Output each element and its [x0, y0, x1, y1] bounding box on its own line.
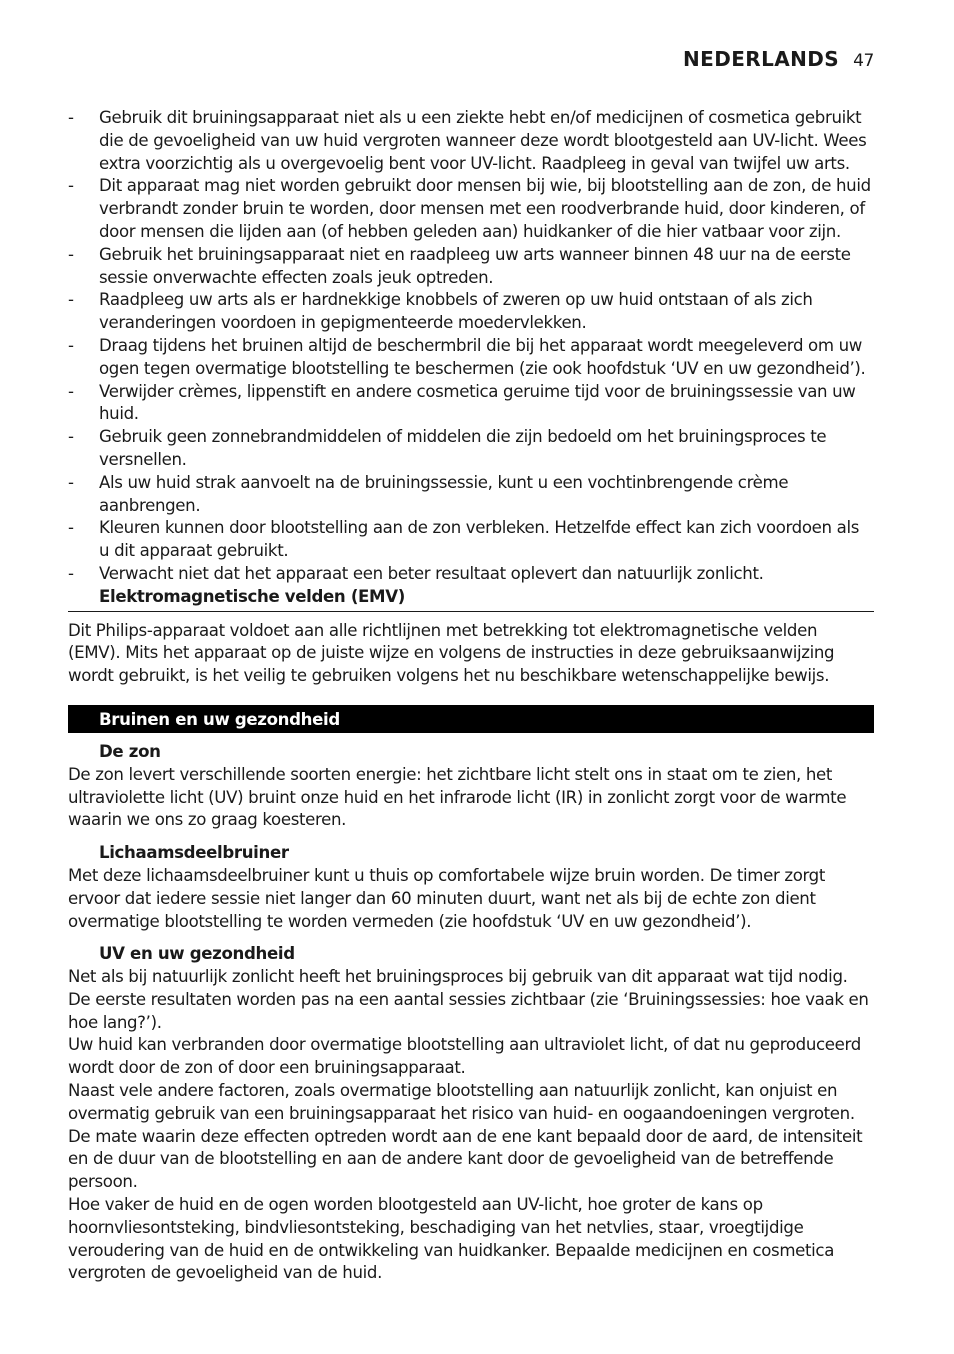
uv-paragraph-4: De mate waarin deze effecten optreden wordt aan de ene kant bepaald door de aard, de intensiteit en de duur van de blootstelling en aan de andere kant door de gevoeligheid van de betreffende persoon. — [68, 1126, 863, 1192]
de-zon-paragraph: De zon levert verschillende soorten energie: het zichtbare licht stelt ons in staat om te zien, het ultraviolette licht (UV) bruint onze huid en het infrarode licht (IR) in zonlicht zorgt voor de warmte waarin we ons zo graag koesteren. — [68, 764, 847, 830]
section-title-bar: Bruinen en uw gezondheid — [68, 705, 874, 733]
list-item: - Draag tijdens het bruinen altijd de beschermbril die bij het apparaat wordt meegeleverd om uw ogen tegen overmatige blootstelling te beschermen (zie ook hoofdstuk ‘UV en uw gezondheid’). — [68, 335, 866, 378]
lichaamsdeelbruiner-paragraph: Met deze lichaamsdeelbruiner kunt u thuis op comfortabele wijze bruin worden. De timer zorgt ervoor dat iedere sessie niet langer dan 60 minuten duurt, want net als bij de echte zon dient overmatige blootstelling te worden vermeden (zie hoofdstuk ‘UV en uw gezondheid’). — [68, 865, 826, 931]
list-item: - Als uw huid strak aanvoelt na de bruiningssessie, kunt u een vochtinbrengende crème aanbrengen. — [68, 472, 789, 515]
emv-paragraph: Dit Philips-apparaat voldoet aan alle richtlijnen met betrekking tot elektromagnetische velden (EMV). Mits het apparaat op de juiste wijze en volgens de instructies in deze gebruiksaanwijzing wordt gebruikt, is het veilig te gebruiken volgens het nu beschikbare wetenschappelijke bewijs. — [68, 620, 835, 686]
language-label: NEDERLANDS — [683, 47, 840, 71]
list-item: - Verwacht niet dat het apparaat een beter resultaat oplevert dan natuurlijk zonlicht. — [68, 563, 874, 586]
page-content — [68, 107, 874, 1285]
lichaamsdeelbruiner-heading: Lichaamsdeelbruiner — [99, 843, 289, 863]
list-item: - Raadpleeg uw arts als er hardnekkige knobbels of zweren op uw huid ontstaan of als zich veranderingen voordoen in gepigmenteerde moedervlekken. — [68, 290, 813, 333]
bullet-dash: - — [68, 518, 74, 538]
bullet-dash: - — [68, 290, 74, 310]
bullet-dash: - — [68, 244, 74, 264]
bullet-dash: - — [68, 563, 74, 583]
page-header — [683, 47, 874, 71]
bullet-dash: - — [68, 381, 74, 401]
list-item: - Verwijder crèmes, lippenstift en andere cosmetica geruime tijd voor de bruiningssessie van uw huid. — [68, 381, 856, 424]
uv-paragraph-3: Naast vele andere factoren, zoals overmatige blootstelling aan natuurlijk zonlicht, kan onjuist en overmatig gebruik van een bruiningsapparaat het risico van huid- en oogaandoeningen vergroten. — [68, 1081, 855, 1123]
uv-paragraph-1: Net als bij natuurlijk zonlicht heeft het bruiningsproces bij gebruik van dit apparaat wat tijd nodig. De eerste resultaten worden pas na een aantal sessies zichtbaar (zie ‘Bruiningssessies: hoe vaak en hoe lang?’). — [68, 967, 869, 1032]
list-item: - Gebruik dit bruiningsapparaat niet als u een ziekte hebt en/of medicijnen of cosmetica gebruikt die de gevoeligheid van uw huid vergroten wanneer deze wordt blootgesteld aan UV-licht. Wees extra voorzichtig als u overgevoelig bent voor UV-licht. Raadpleeg in geval van twijfel uw arts. — [68, 108, 867, 173]
bullet-dash: - — [68, 335, 74, 355]
list-item: - Gebruik het bruiningsapparaat niet en raadpleeg uw arts wanneer binnen 48 uur na de eerste sessie onverwachte effecten zoals jeuk optreden. — [68, 244, 851, 287]
list-item: - Gebruik geen zonnebrandmiddelen of middelen die zijn bedoeld om het bruiningsproces te versnellen. — [68, 427, 827, 469]
list-item: - Kleuren kunnen door blootstelling aan de zon verbleken. Hetzelfde effect kan zich voordoen als u dit apparaat gebruikt. — [68, 518, 859, 561]
bullet-dash: - — [68, 427, 74, 447]
emv-heading: Elektromagnetische velden (EMV) — [68, 586, 874, 612]
bullet-dash: - — [68, 176, 74, 196]
uv-paragraph-5: Hoe vaker de huid en de ogen worden blootgesteld aan UV-licht, hoe groter de kans op hoornvliesontsteking, bindvliesontsteking, beschadiging van het netvlies, staar, vroegtijdige veroudering van de huid en de ontwikkeling van huidkanker. Bepaalde medicijnen en cosmetica vergroten de gevoeligheid van de huid. — [68, 1195, 835, 1283]
list-item: - Dit apparaat mag niet worden gebruikt door mensen bij wie, bij blootstelling aan de zon, de huid verbrandt zonder bruin te worden, door mensen met een roodverbrande huid, door kinderen, of door mensen die lijden aan (of hebben geleden aan) huidkanker of die hier vatbaar voor zijn. — [68, 176, 871, 241]
uv-paragraph-2: Uw huid kan verbranden door overmatige blootstelling aan ultraviolet licht, of dat nu geproduceerd wordt door de zon of door een bruiningsapparaat. — [68, 1035, 861, 1078]
page-number: 47 — [853, 51, 874, 71]
uv-heading: UV en uw gezondheid — [99, 944, 295, 964]
de-zon-heading: De zon — [99, 741, 161, 761]
bullet-dash: - — [68, 472, 74, 492]
bullet-dash: - — [68, 108, 74, 127]
safety-bullet-list — [68, 107, 874, 586]
